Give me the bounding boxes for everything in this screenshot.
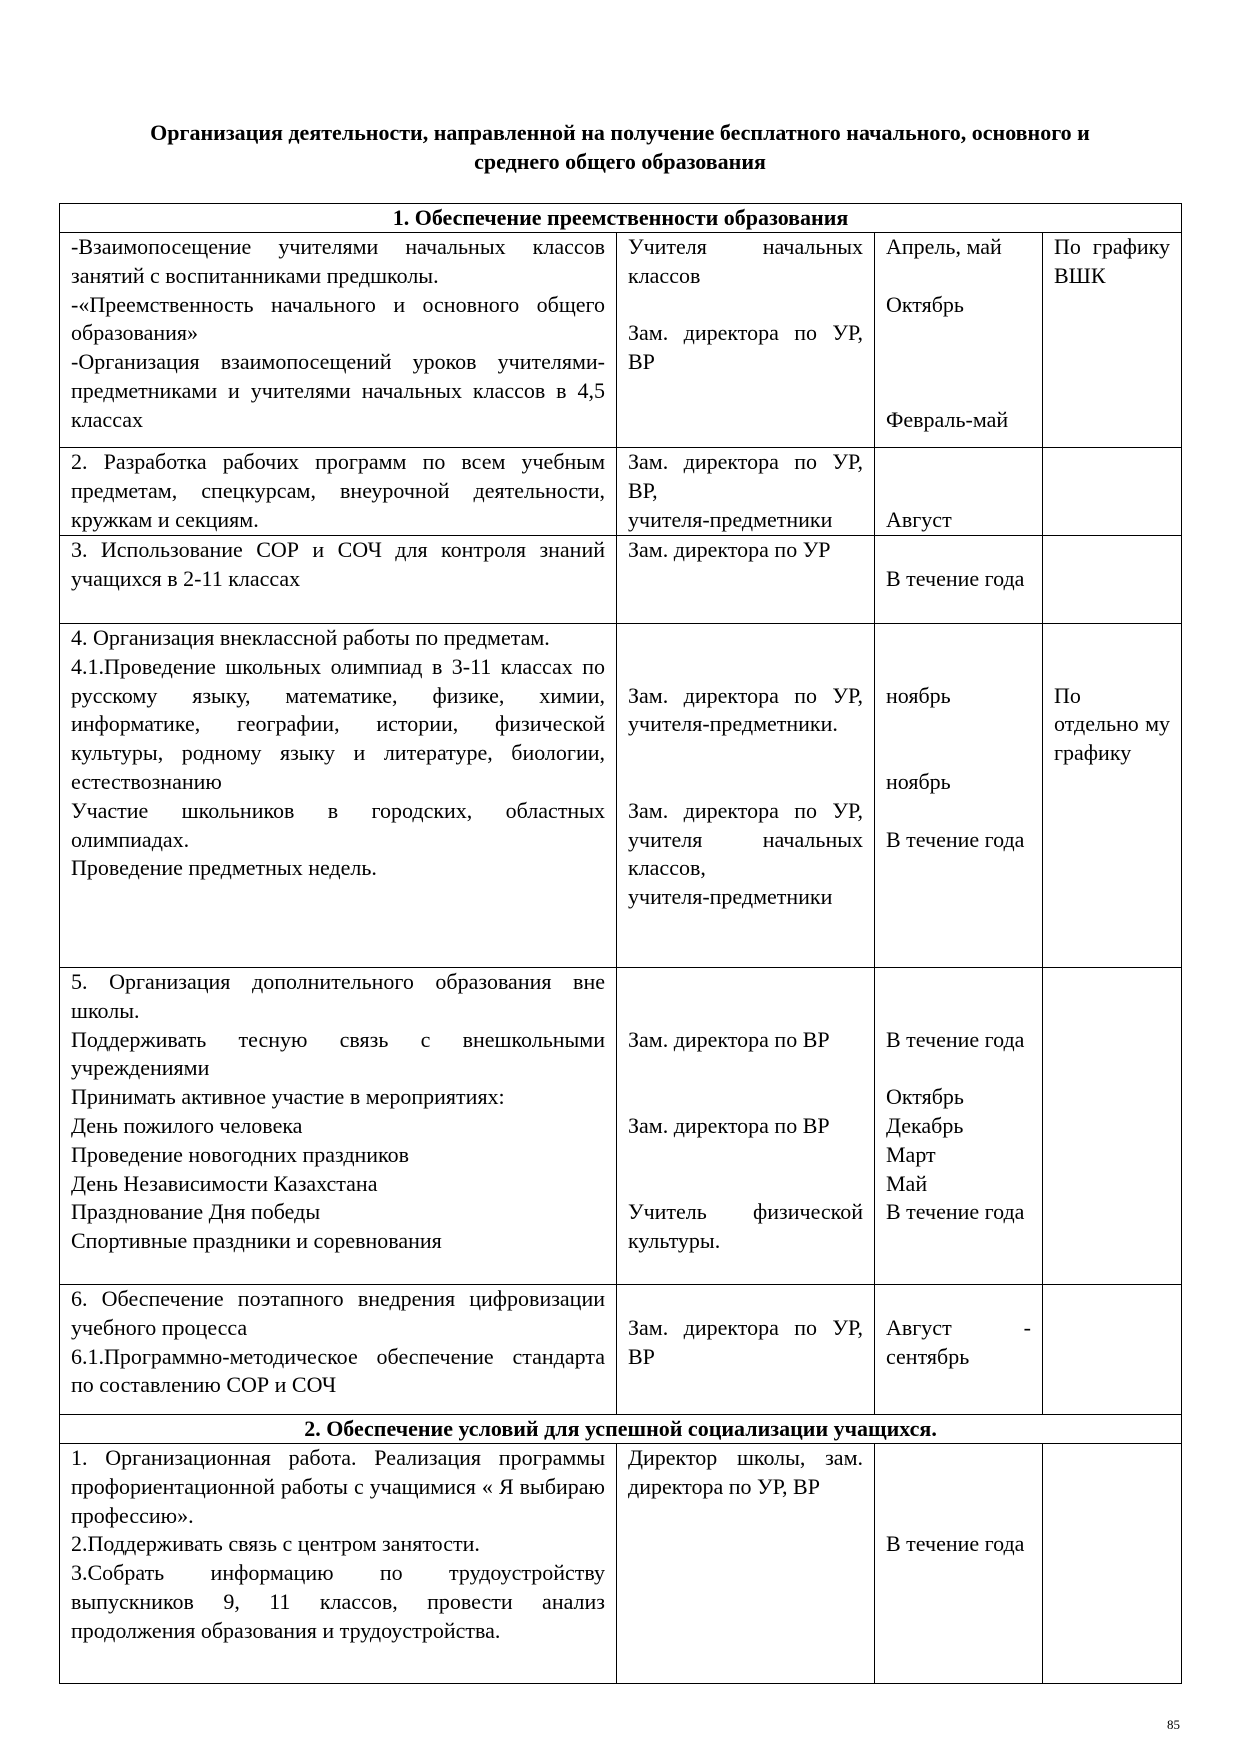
table-row (60, 1444, 1182, 1684)
responsible-cell-line (628, 1083, 863, 1112)
activity-cell (60, 1444, 617, 1684)
responsible-cell-line: учителя-предметники (628, 506, 833, 532)
plan-table (59, 203, 1182, 1684)
deadline-cell-line: Октябрь (886, 1084, 964, 1110)
note-cell-line: По отдельно му графику (1054, 682, 1171, 766)
deadline-cell-line (886, 1502, 1031, 1531)
note-cell-line (1054, 653, 1170, 682)
deadline-cell-line (886, 262, 1031, 291)
deadline-cell-line (886, 739, 1031, 768)
section-header-row (60, 204, 1182, 233)
activity-cell (60, 624, 617, 968)
deadline-cell-line: Апрель, май (886, 234, 1002, 259)
activity-cell-line: 4.1.Проведение школьных олимпиад в 3-11 классах по русскому языку, математике, физике, химии, информатике, географии, истории, физической культуры, родному языку и литературе, биологии, естествознанию (71, 653, 605, 794)
responsible-cell-line (628, 624, 863, 653)
deadline-cell-line: Октябрь (886, 291, 964, 317)
table-row (60, 233, 1182, 448)
responsible-cell (617, 233, 875, 448)
deadline-cell-line (886, 448, 1031, 477)
responsible-cell-line: Зам. директора по УР, учителя начальных классов, (628, 797, 863, 881)
responsible-cell-line: Зам. директора по УР, ВР (628, 320, 863, 375)
responsible-cell (617, 968, 875, 1285)
activity-cell-line: 6.1.Программно-методическое обеспечение стандарта по составлению СОР и СОЧ (71, 1343, 605, 1398)
deadline-cell-line: Декабрь (886, 1112, 964, 1138)
activity-cell-line: Спортивные праздники и соревнования (71, 1228, 442, 1254)
deadline-cell-line (886, 968, 1031, 997)
note-cell (1043, 624, 1182, 968)
responsible-cell (617, 1444, 875, 1684)
deadline-cell-line (886, 997, 1031, 1026)
deadline-cell-line (886, 348, 1031, 377)
note-cell (1043, 536, 1182, 624)
note-cell (1043, 1444, 1182, 1684)
activity-cell-line: Поддерживать тесную связь с внешкольными учреждениями (71, 1026, 605, 1081)
table-row (60, 448, 1182, 536)
responsible-cell-line: Учитель физической культуры. (628, 1199, 863, 1254)
activity-cell-line: День пожилого человека (71, 1112, 303, 1138)
section-header-row (60, 1415, 1182, 1444)
deadline-cell (875, 968, 1043, 1285)
responsible-cell (617, 624, 875, 968)
note-cell (1043, 233, 1182, 448)
deadline-cell-line: В течение года (886, 1531, 1025, 1557)
activity-cell-line: 3.Собрать информацию по трудоустройству выпускников 9, 11 классов, провести анализ продолжения образования и трудоустройства. (71, 1560, 605, 1643)
deadline-cell-line (886, 710, 1031, 739)
responsible-cell (617, 536, 875, 624)
activity-cell-line: Участие школьников в городских, областных олимпиадах. (71, 797, 605, 852)
responsible-cell-line: Учителя начальных классов (628, 234, 863, 288)
title-line-2: среднего общего образования (474, 149, 766, 174)
activity-cell-line: -Взаимопосещение учителями начальных классов занятий с воспитанниками предшколы. (71, 234, 605, 288)
responsible-cell-line (628, 1285, 863, 1314)
responsible-cell-line (628, 1054, 863, 1083)
activity-cell (60, 968, 617, 1285)
deadline-cell-line: Август (886, 506, 952, 532)
activity-cell-line: 2. Разработка рабочих программ по всем учебным предметам, спецкурсам, внеурочной деятельности, кружкам и секциям. (71, 449, 605, 532)
note-cell (1043, 968, 1182, 1285)
deadline-cell-line: Май (886, 1170, 928, 1196)
responsible-cell-line: Директор школы, зам. директора по УР, ВР (628, 1445, 863, 1499)
deadline-cell (875, 1444, 1043, 1684)
responsible-cell (617, 1285, 875, 1415)
table-row (60, 536, 1182, 624)
deadline-cell-line (886, 797, 1031, 826)
activity-cell-line: Празднование Дня победы (71, 1199, 321, 1225)
activity-cell-line: Принимать активное участие в мероприятиях: (71, 1084, 505, 1110)
note-cell-line: По графику ВШК (1054, 234, 1171, 288)
deadline-cell-line (886, 1473, 1031, 1502)
responsible-cell-line (628, 1141, 863, 1170)
deadline-cell (875, 624, 1043, 968)
table-row (60, 624, 1182, 968)
deadline-cell-line: ноябрь (886, 768, 951, 794)
activity-cell-line: 1. Организационная работа. Реализация программы профориентационной работы с учащимися « Я выбираю профессию». (71, 1445, 605, 1528)
table-row (60, 968, 1182, 1285)
activity-cell-line: 3. Использование СОР и СОЧ для контроля знаний учащихся в 2-11 классах (71, 537, 605, 591)
page-number: 85 (1167, 1717, 1180, 1732)
deadline-cell-line (886, 1444, 1031, 1473)
section-heading: 1. Обеспечение преемственности образования (60, 204, 1182, 233)
deadline-cell-line: В течение года (886, 1026, 1025, 1052)
responsible-cell-line: Зам. директора по УР, учителя-предметники. (628, 682, 863, 737)
activity-cell-line: -Организация взаимопосещений уроков учителями-предметниками и учителями начальных классов в 4,5 классах (71, 349, 605, 432)
deadline-cell-line (886, 653, 1031, 682)
responsible-cell-line (628, 739, 863, 768)
activity-cell (60, 448, 617, 536)
activity-cell-line: День Независимости Казахстана (71, 1170, 378, 1196)
title-line-1: Организация деятельности, направленной на получение бесплатного начального, основного и (150, 120, 1090, 145)
deadline-cell-line (886, 536, 1031, 565)
activity-cell (60, 536, 617, 624)
deadline-cell-line (886, 1285, 1031, 1314)
responsible-cell-line (628, 291, 863, 320)
activity-cell-line: 2.Поддерживать связь с центром занятости. (71, 1531, 480, 1557)
deadline-cell-line: В течение года (886, 826, 1025, 852)
deadline-cell-line (886, 319, 1031, 348)
responsible-cell-line (628, 1170, 863, 1199)
responsible-cell-line: Зам. директора по УР (628, 537, 831, 562)
activity-cell-line: Проведение новогодних праздников (71, 1141, 410, 1167)
deadline-cell-line (886, 1054, 1031, 1083)
responsible-cell-line (628, 968, 863, 997)
responsible-cell-line (628, 997, 863, 1026)
responsible-cell-line: Зам. директора по УР, ВР (628, 1314, 863, 1369)
table-row (60, 1285, 1182, 1415)
page-title (60, 118, 1180, 176)
deadline-cell (875, 1285, 1043, 1415)
deadline-cell-line: ноябрь (886, 682, 951, 708)
responsible-cell-line: учителя-предметники (628, 884, 833, 910)
deadline-cell-line (886, 477, 1031, 506)
deadline-cell-line (886, 624, 1031, 653)
activity-cell (60, 233, 617, 448)
deadline-cell-line: Февраль-май (886, 406, 1009, 432)
activity-cell-line: 6. Обеспечение поэтапного внедрения цифровизации учебного процесса (71, 1286, 605, 1340)
activity-cell-line: 4. Организация внеклассной работы по предметам. (71, 625, 550, 650)
deadline-cell-line: В течение года (886, 1199, 1025, 1225)
deadline-cell (875, 536, 1043, 624)
deadline-cell (875, 448, 1043, 536)
deadline-cell-line: Август - сентябрь (886, 1314, 1031, 1369)
note-cell (1043, 1285, 1182, 1415)
deadline-cell-line (886, 377, 1031, 406)
activity-cell-line: Проведение предметных недель. (71, 855, 377, 881)
activity-cell-line: 5. Организация дополнительного образования вне школы. (71, 969, 605, 1023)
deadline-cell-line: Март (886, 1141, 936, 1167)
section-heading: 2. Обеспечение условий для успешной социализации учащихся. (60, 1415, 1182, 1444)
note-cell-line (1054, 624, 1170, 653)
note-cell (1043, 448, 1182, 536)
activity-cell-line: -«Преемственность начального и основного общего образования» (71, 291, 605, 346)
responsible-cell-line: Зам. директора по ВР (628, 1112, 830, 1138)
responsible-cell-line: Зам. директора по УР, ВР, (628, 449, 863, 503)
deadline-cell-line: В течение года (886, 565, 1025, 591)
responsible-cell-line: Зам. директора по ВР (628, 1026, 830, 1052)
responsible-cell (617, 448, 875, 536)
responsible-cell-line (628, 768, 863, 797)
deadline-cell (875, 233, 1043, 448)
activity-cell (60, 1285, 617, 1415)
responsible-cell-line (628, 653, 863, 682)
